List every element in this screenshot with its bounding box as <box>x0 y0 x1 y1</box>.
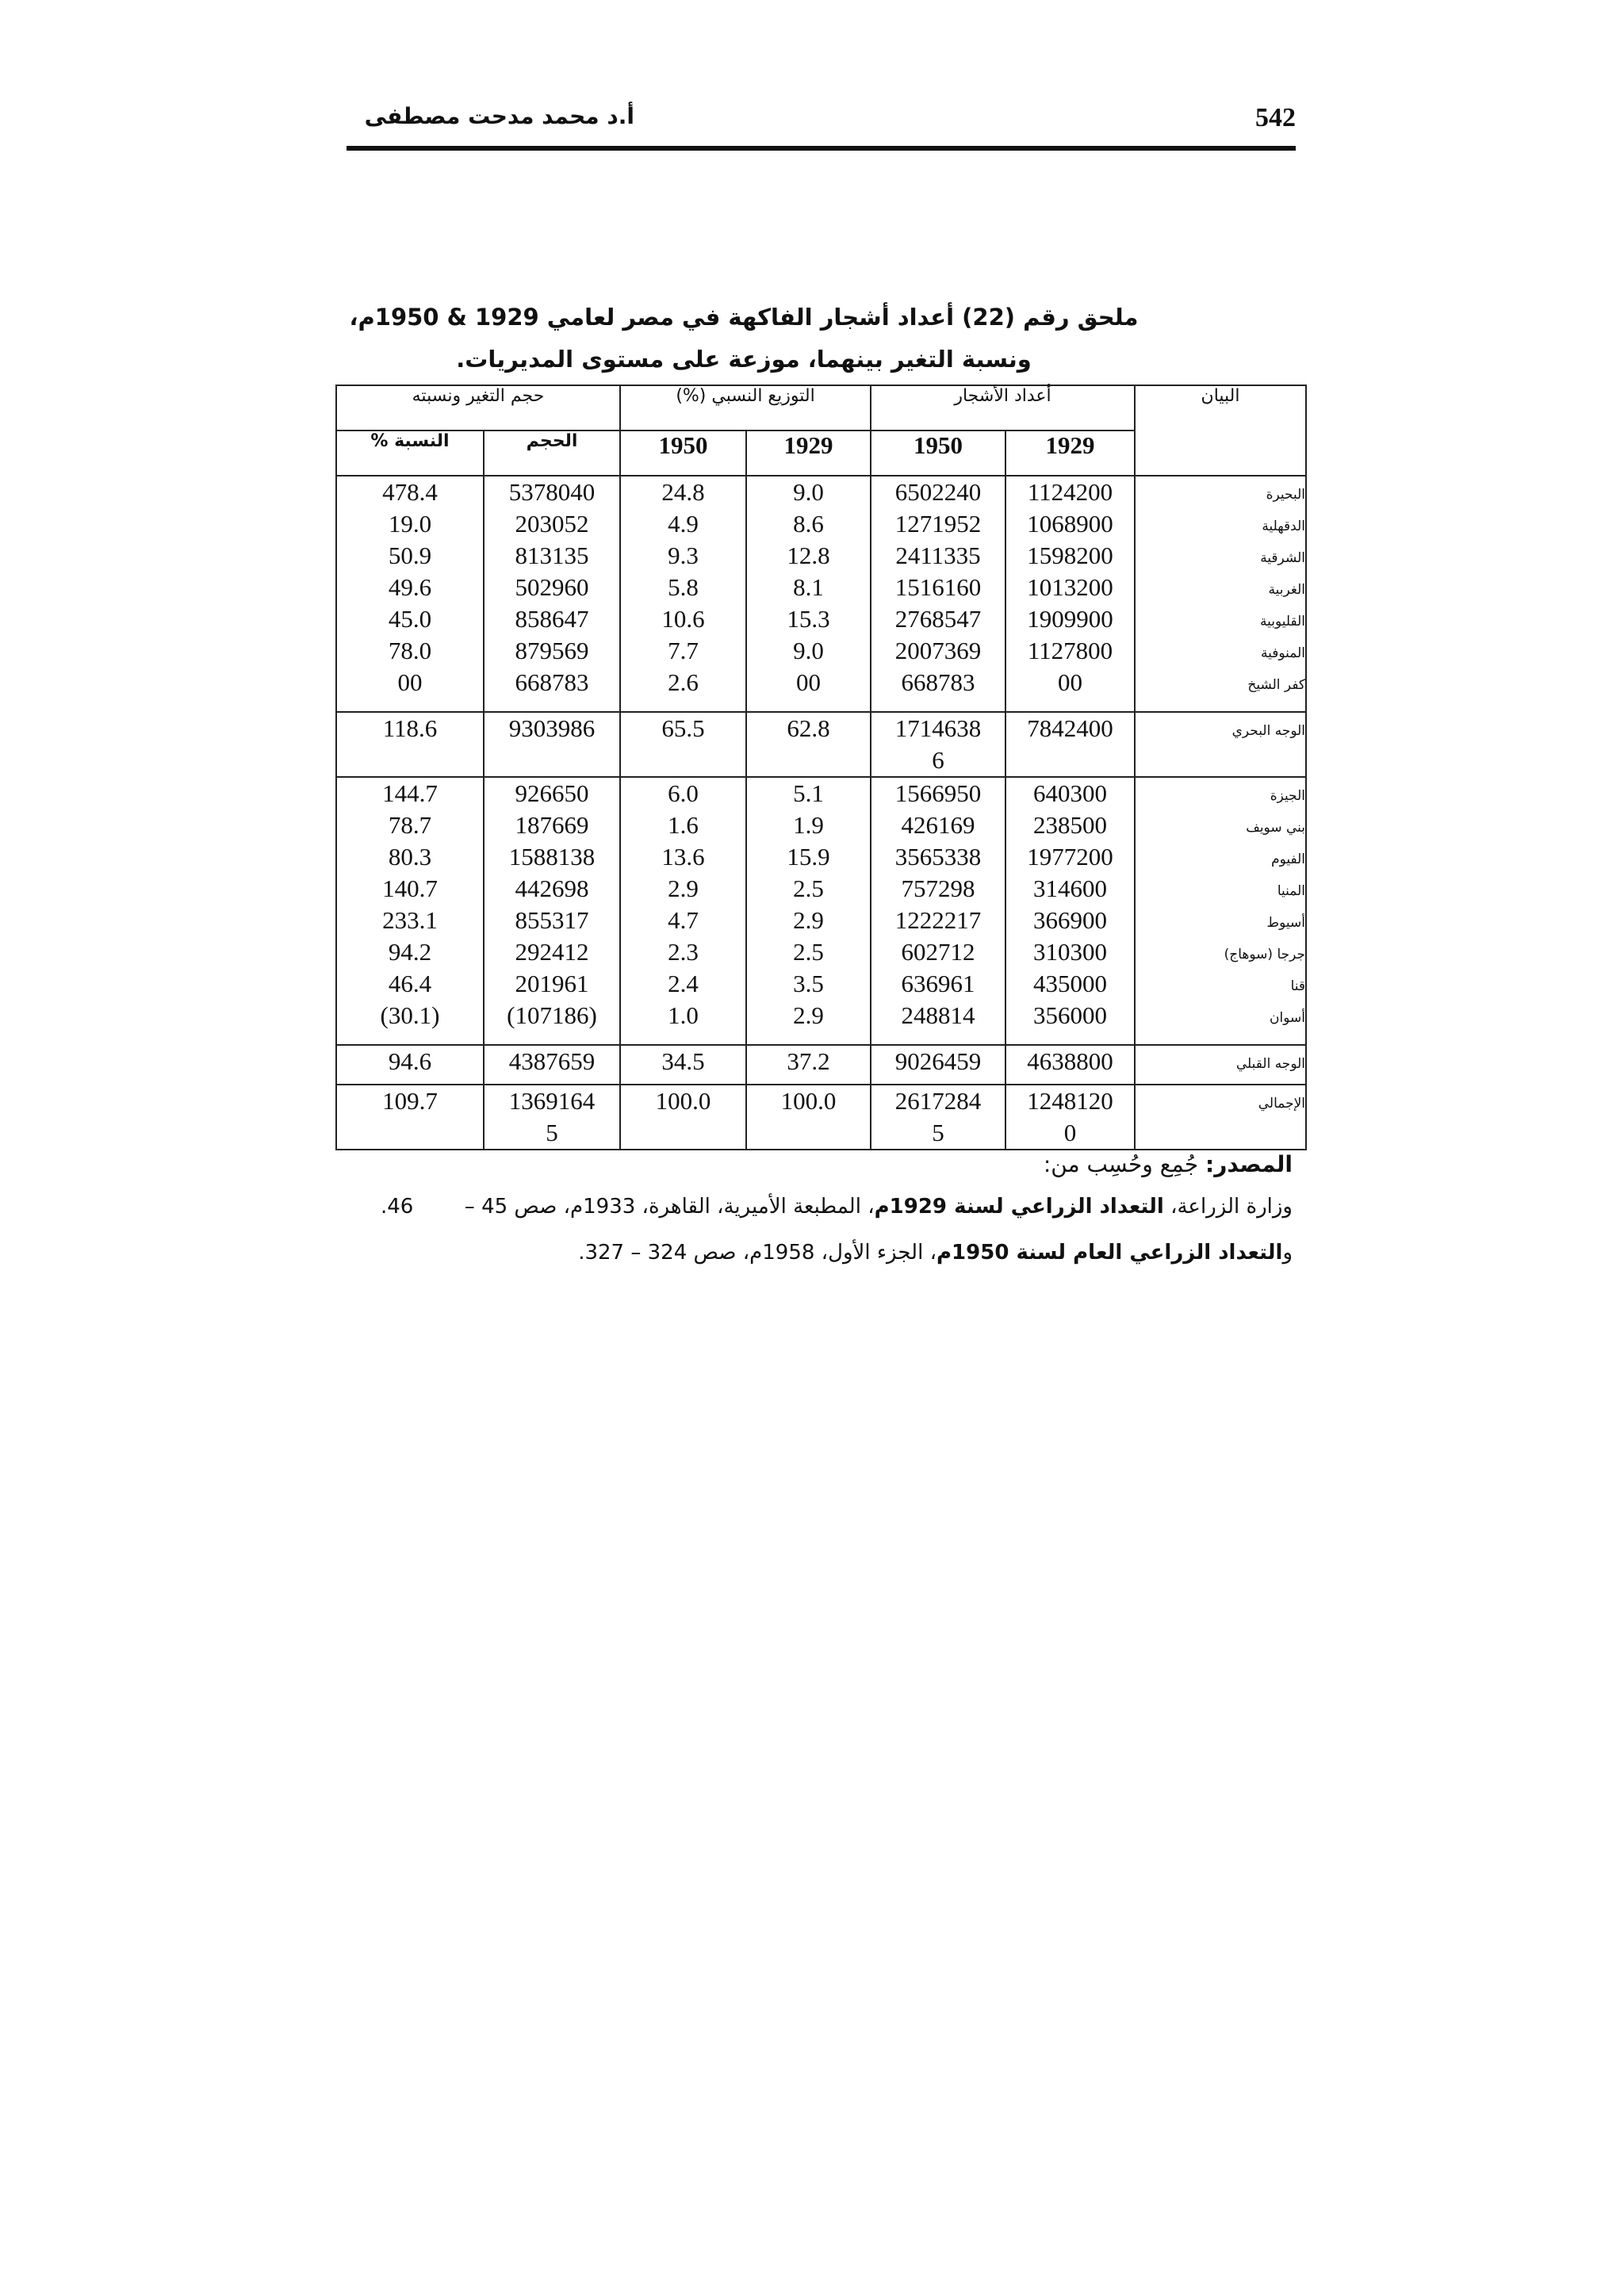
table-cell: 602712 <box>901 938 975 966</box>
source-text: جُمِع وحُسِب من: <box>1043 1151 1199 1177</box>
table-cell: 2.5 <box>793 874 824 902</box>
lower-total-dist-1950 <box>620 712 746 777</box>
table-cell: 24.8 <box>661 478 705 506</box>
governorate-name: المنيا <box>1277 883 1306 899</box>
table-cell: 6502240 <box>894 478 982 506</box>
header-dist-1950: 1950 <box>620 430 746 476</box>
table-cell: 1.9 <box>793 811 824 839</box>
table-cell: 435000 <box>1033 970 1108 997</box>
table-cell: 4.7 <box>668 906 699 934</box>
lower-volume <box>484 476 620 712</box>
source-line <box>793 1151 1293 1177</box>
table-cell: 356000 <box>1033 1001 1108 1029</box>
table-cell: 9303986 <box>508 714 596 742</box>
header-dist-1929: 1929 <box>746 430 871 476</box>
table-cell: 366900 <box>1033 906 1108 934</box>
lower-trees-1950 <box>871 476 1005 712</box>
table-cell: 233.1 <box>382 906 438 934</box>
upper-dist-1950 <box>620 777 746 1045</box>
table-cell: 109.7 <box>382 1087 438 1115</box>
upper-ratio <box>336 777 484 1045</box>
table-cell: 34.5 <box>661 1047 705 1075</box>
grand-total-trees-1950 <box>871 1085 1005 1150</box>
upper-trees-1950 <box>871 777 1005 1045</box>
governorate-name: الجيزة <box>1270 788 1306 804</box>
table-cell: 9026459 <box>894 1047 982 1075</box>
governorate-name: أسوان <box>1270 1010 1306 1026</box>
reference-2 <box>476 1241 1293 1265</box>
governorate-name: الدقهلية <box>1262 519 1306 534</box>
table-cell: 1516160 <box>894 573 982 601</box>
reference-1 <box>444 1195 1293 1219</box>
header-trees-1929: 1929 <box>1005 430 1135 476</box>
table-cell: (107186) <box>507 1001 597 1029</box>
table-cell: 1.0 <box>668 1001 699 1029</box>
upper-egypt-total-row <box>336 1045 1306 1085</box>
table-cell: 1909900 <box>1027 605 1113 633</box>
table-cell: 636961 <box>901 970 975 997</box>
header-label: البيان <box>1135 385 1306 476</box>
table-cell: 100.0 <box>780 1087 837 1115</box>
table-cell: 858647 <box>515 605 589 633</box>
table-cell: 1714638 <box>894 714 982 742</box>
table-cell: 502960 <box>515 573 589 601</box>
header-distribution: التوزيع النسبي (%) <box>620 385 871 430</box>
table-cell: 3.5 <box>793 970 824 997</box>
reference-1-publisher: وزارة الزراعة، <box>1163 1195 1293 1219</box>
table-cell: 1977200 <box>1027 843 1113 871</box>
table-cell: 4387659 <box>508 1047 596 1075</box>
lower-total-ratio <box>336 712 484 777</box>
page-number: 542 <box>1255 103 1296 132</box>
table-cell: 15.3 <box>787 605 830 633</box>
table-cell: 1.6 <box>668 811 699 839</box>
header-change: حجم التغير ونسبته <box>336 385 620 430</box>
table-title-line-2: ونسبة التغير بينهما، موزعة على مستوى المديريات. <box>456 346 1032 373</box>
grand-total-trees-1929 <box>1005 1085 1135 1150</box>
table-cell: 201961 <box>515 970 589 997</box>
table-cell: 2.5 <box>793 938 824 966</box>
table-cell: 140.7 <box>382 874 438 902</box>
fruit-trees-table <box>335 385 1307 1150</box>
table-cell: 8.6 <box>793 510 824 538</box>
table-cell: 94.2 <box>388 938 432 966</box>
table-cell: 5 <box>546 1119 558 1146</box>
lower-total-trees-1929 <box>1005 712 1135 777</box>
table-cell: 2411335 <box>895 541 981 569</box>
table-cell: 5378040 <box>508 478 596 506</box>
row-label: الإجمالي <box>1258 1096 1306 1112</box>
table-cell: 00 <box>397 668 423 696</box>
lower-egypt-total-row <box>336 712 1306 777</box>
table-cell: 292412 <box>515 938 589 966</box>
lower-total-dist-1929 <box>746 712 871 777</box>
governorate-name: البحيرة <box>1266 487 1306 503</box>
table-cell: 144.7 <box>382 779 438 807</box>
upper-total-trees-1929 <box>1005 1045 1135 1085</box>
governorate-name: القليوبية <box>1259 614 1306 629</box>
table-cell: 80.3 <box>388 843 432 871</box>
grand-total-ratio <box>336 1085 484 1150</box>
table-cell: 50.9 <box>388 541 432 569</box>
table-cell: 926650 <box>515 779 589 807</box>
table-cell: 478.4 <box>382 478 438 506</box>
table-cell: 1248120 <box>1027 1087 1113 1115</box>
table-cell: 2.9 <box>793 1001 824 1029</box>
row-label: الوجه القبلي <box>1235 1056 1306 1072</box>
table-cell: 9.0 <box>793 637 824 664</box>
table-cell: 6.0 <box>668 779 699 807</box>
table-cell: 5 <box>932 1119 944 1146</box>
grand-total-dist-1929 <box>746 1085 871 1150</box>
reference-1-title: التعداد الزراعي لسنة 1929م <box>874 1195 1164 1219</box>
table-cell: 640300 <box>1033 779 1108 807</box>
table-cell: 1566950 <box>894 779 982 807</box>
table-cell: (30.1) <box>380 1001 440 1029</box>
governorate-name: أسيوط <box>1266 915 1306 931</box>
table-cell: 00 <box>796 668 822 696</box>
table-cell: 78.0 <box>388 637 432 664</box>
table-cell: 3565338 <box>894 843 982 871</box>
table-cell: 2768547 <box>894 605 982 633</box>
table-cell: 314600 <box>1033 874 1108 902</box>
reference-2-title: التعداد الزراعي العام لسنة 1950م <box>936 1241 1283 1265</box>
table-cell: 1013200 <box>1027 573 1113 601</box>
table-cell: 15.9 <box>787 843 830 871</box>
table-cell: 13.6 <box>661 843 705 871</box>
reference-2-prefix: و <box>1282 1241 1293 1265</box>
governorate-name: جرجا (سوهاج) <box>1224 947 1306 962</box>
table-cell: 46.4 <box>388 970 432 997</box>
table-cell: 62.8 <box>787 714 830 742</box>
table-cell: 442698 <box>515 874 589 902</box>
table-cell: 7.7 <box>668 637 699 664</box>
lower-ratio <box>336 476 484 712</box>
table-cell: 65.5 <box>661 714 705 742</box>
table-cell: 1369164 <box>508 1087 596 1115</box>
grand-total-volume <box>484 1085 620 1150</box>
upper-trees-1929 <box>1005 777 1135 1045</box>
source-label: المصدر: <box>1205 1151 1293 1177</box>
governorate-name: المنوفية <box>1261 645 1306 661</box>
table-cell: 1222217 <box>894 906 982 934</box>
table-cell: 2.3 <box>668 938 699 966</box>
lower-dist-1929 <box>746 476 871 712</box>
table-cell: 813135 <box>515 541 589 569</box>
table-cell: 1068900 <box>1027 510 1113 538</box>
grand-total-row <box>336 1085 1306 1150</box>
table-cell: 5.8 <box>668 573 699 601</box>
table-cell: 78.7 <box>388 811 432 839</box>
table-cell: 2.4 <box>668 970 699 997</box>
upper-total-dist-1950 <box>620 1045 746 1085</box>
reference-2-details: ، الجزء الأول، 1958م، صص 324 – 327. <box>578 1241 936 1265</box>
table-cell: 6 <box>932 746 944 774</box>
grand-total-name <box>1135 1085 1306 1150</box>
governorate-name: الشرقية <box>1260 550 1306 566</box>
upper-total-dist-1929 <box>746 1045 871 1085</box>
table-title-line-1: ملحق رقم (22) أعداد أشجار الفاكهة في مصر لعامي 1929 & 1950م، <box>349 304 1139 331</box>
table-cell: 118.6 <box>382 714 438 742</box>
table-cell: 37.2 <box>787 1047 830 1075</box>
header-volume: الحجم <box>484 430 620 476</box>
lower-total-trees-1950 <box>871 712 1005 777</box>
table-cell: 49.6 <box>388 573 432 601</box>
table-cell: 4.9 <box>668 510 699 538</box>
grand-total-dist-1950 <box>620 1085 746 1150</box>
table-cell: 310300 <box>1033 938 1108 966</box>
reference-1-end: 46. <box>381 1195 414 1219</box>
table-cell: 9.3 <box>668 541 699 569</box>
header-trees-1950: 1950 <box>871 430 1005 476</box>
table-cell: 2007369 <box>894 637 982 664</box>
lower-egypt-group <box>336 476 1306 712</box>
author-name: أ.د محمد مدحت مصطفى <box>364 103 634 129</box>
row-label: الوجه البحري <box>1231 723 1306 739</box>
governorate-name: بني سويف <box>1246 820 1306 836</box>
table-cell: 1124200 <box>1027 478 1113 506</box>
table-cell: 1127800 <box>1027 637 1113 664</box>
table-cell: 2.6 <box>668 668 699 696</box>
table-cell: 757298 <box>901 874 975 902</box>
upper-dist-1929 <box>746 777 871 1045</box>
table-cell: 00 <box>1058 668 1083 696</box>
upper-total-trees-1950 <box>871 1045 1005 1085</box>
table-cell: 10.6 <box>661 605 705 633</box>
table-cell: 8.1 <box>793 573 824 601</box>
reference-1-details: ، المطبعة الأميرية، القاهرة، 1933م، صص 45 – <box>464 1195 875 1219</box>
lower-total-name <box>1135 712 1306 777</box>
upper-total-volume <box>484 1045 620 1085</box>
upper-egypt-group <box>336 777 1306 1045</box>
table-cell: 855317 <box>515 906 589 934</box>
header-trees: أعداد الأشجار <box>871 385 1135 430</box>
table-cell: 1588138 <box>508 843 596 871</box>
governorate-name: كفر الشيخ <box>1247 677 1306 693</box>
governorate-name: الفيوم <box>1271 851 1306 867</box>
table-cell: 9.0 <box>793 478 824 506</box>
table-cell: 7842400 <box>1027 714 1113 742</box>
table-cell: 187669 <box>515 811 589 839</box>
table-cell: 238500 <box>1033 811 1108 839</box>
upper-total-name <box>1135 1045 1306 1085</box>
table-cell: 668783 <box>515 668 589 696</box>
header-ratio: النسبة % <box>336 430 484 476</box>
table-cell: 1271952 <box>894 510 982 538</box>
table-cell: 94.6 <box>388 1047 432 1075</box>
lower-total-volume <box>484 712 620 777</box>
upper-volume <box>484 777 620 1045</box>
upper-total-ratio <box>336 1045 484 1085</box>
lower-trees-1929 <box>1005 476 1135 712</box>
table-cell: 203052 <box>515 510 589 538</box>
table-cell: 2.9 <box>668 874 699 902</box>
table-cell: 5.1 <box>793 779 824 807</box>
table-cell: 12.8 <box>787 541 830 569</box>
header-rule <box>347 146 1296 151</box>
table-cell: 248814 <box>901 1001 975 1029</box>
table-cell: 426169 <box>901 811 975 839</box>
governorate-name: الغربية <box>1268 582 1306 598</box>
table-cell: 879569 <box>515 637 589 664</box>
table-cell: 4638800 <box>1027 1047 1113 1075</box>
table-cell: 19.0 <box>388 510 432 538</box>
table-cell: 45.0 <box>388 605 432 633</box>
table-cell: 100.0 <box>655 1087 711 1115</box>
governorate-name: قنا <box>1290 978 1306 994</box>
table-cell: 668783 <box>901 668 975 696</box>
upper-egypt-names <box>1135 777 1306 1045</box>
table-cell: 0 <box>1063 1119 1077 1146</box>
table-cell: 1598200 <box>1027 541 1113 569</box>
lower-dist-1950 <box>620 476 746 712</box>
table-cell: 2.9 <box>793 906 824 934</box>
lower-egypt-names <box>1135 476 1306 712</box>
table-cell: 2617284 <box>894 1087 982 1115</box>
